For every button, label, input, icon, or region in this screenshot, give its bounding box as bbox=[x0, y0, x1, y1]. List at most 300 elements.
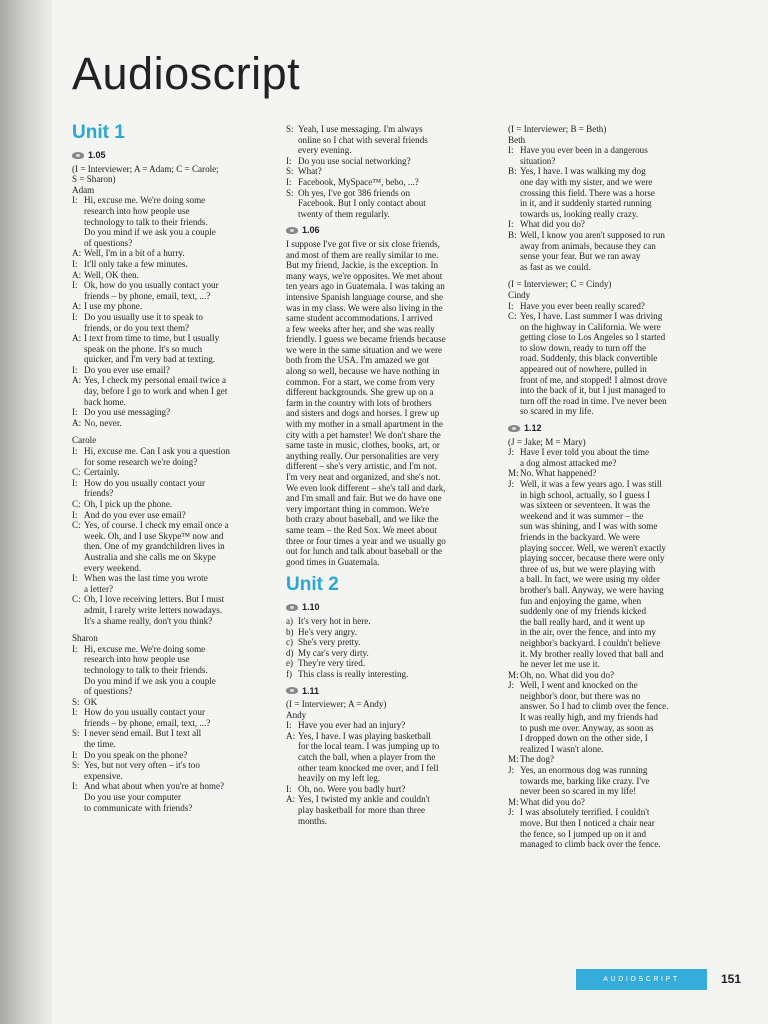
dialogue-text: Facebook. But I only contact about bbox=[298, 198, 426, 209]
dialogue-line bbox=[72, 697, 268, 708]
dialogue-line bbox=[72, 365, 268, 376]
dialogue-line bbox=[508, 807, 713, 818]
speaker-label: S: bbox=[286, 166, 294, 177]
speaker-label bbox=[508, 564, 518, 575]
dialogue-text: friends – by phone, email, text, ...? bbox=[84, 717, 211, 728]
dialogue-line bbox=[508, 627, 713, 638]
dialogue-text: the fence, so I jumped up on it and bbox=[520, 828, 647, 839]
dialogue-line bbox=[72, 728, 268, 739]
dialogue-line bbox=[72, 446, 268, 457]
dialogue-text: sense your fear. But we ran away bbox=[520, 251, 641, 262]
dialogue-line bbox=[72, 467, 268, 478]
dialogue-line bbox=[508, 617, 713, 628]
speaker-label: I: bbox=[286, 783, 292, 794]
dialogue-text: And do you ever use email? bbox=[84, 509, 186, 520]
text-line: different backgrounds. She grew up on a bbox=[286, 387, 434, 398]
dialogue-line bbox=[508, 500, 713, 511]
dialogue-text: so scared in my life. bbox=[520, 406, 594, 417]
text-line: But my friend, Jackie, is the exception. In bbox=[286, 260, 439, 271]
speaker-label: I: bbox=[72, 749, 78, 760]
dialogue-line bbox=[286, 794, 492, 805]
dialogue-line bbox=[508, 251, 713, 262]
dialogue-text: Oh, no. Were you badly hurt? bbox=[298, 783, 406, 794]
dialogue-text: admit, I rarely write letters nowadays. bbox=[84, 604, 223, 615]
dialogue-line bbox=[72, 520, 268, 531]
dialogue-text: back home. bbox=[84, 396, 126, 407]
dialogue-text: turn off the road in time. I've never been bbox=[520, 395, 667, 406]
speaker-label: J: bbox=[508, 447, 515, 458]
speaker-label: C: bbox=[72, 594, 81, 605]
speaker-label bbox=[508, 332, 518, 343]
speaker-label bbox=[508, 701, 518, 712]
text-line: three or four times a year and we usually go bbox=[286, 535, 446, 546]
dialogue-line bbox=[508, 829, 713, 840]
dialogue-line bbox=[286, 669, 492, 680]
dialogue-line bbox=[508, 574, 713, 585]
dialogue-text: Hi, excuse me. Can I ask you a question bbox=[84, 446, 230, 457]
dialogue-text: heavily on my left leg. bbox=[298, 773, 381, 784]
speaker-label bbox=[72, 563, 82, 574]
dialogue-line bbox=[508, 797, 713, 808]
dialogue-text: to push me over. Anyway, as soon as bbox=[520, 722, 654, 733]
dialogue-line bbox=[508, 375, 713, 386]
speaker-label bbox=[508, 156, 518, 167]
dialogue-line bbox=[72, 418, 268, 429]
dialogue-text: he never let me use it. bbox=[520, 659, 600, 670]
speaker-label: I: bbox=[72, 311, 78, 322]
dialogue-text: sun was shining, and I was with some bbox=[520, 521, 658, 532]
speaker-label bbox=[508, 396, 518, 407]
dialogue-text: crossing this field. There was a horse bbox=[520, 187, 655, 198]
audio-track-label bbox=[72, 150, 268, 161]
dialogue-text: I dropped down on the other side, I bbox=[520, 733, 648, 744]
dialogue-text: Do you use your computer bbox=[84, 792, 181, 803]
speaker-label: I: bbox=[72, 364, 78, 375]
dialogue-text: It's very hot in here. bbox=[298, 615, 371, 626]
dialogue-line bbox=[72, 594, 268, 605]
speaker-label: I: bbox=[508, 145, 514, 156]
speaker-label bbox=[508, 839, 518, 850]
dialogue-line bbox=[508, 156, 713, 167]
speaker-label bbox=[72, 323, 82, 334]
dialogue-text: I text from time to time, but I usually bbox=[84, 333, 220, 344]
dialogue-line bbox=[72, 354, 268, 365]
dialogue-text: week. Oh, and I use Skype™ now and bbox=[84, 530, 224, 541]
dialogue-text: Oh yes, I've got 386 friends on bbox=[298, 187, 411, 198]
page-number: 151 bbox=[721, 972, 742, 986]
dialogue-text: appeared out of nowhere, pulled in bbox=[520, 364, 647, 375]
speaker-label: C: bbox=[72, 467, 81, 478]
speaker-label bbox=[508, 251, 518, 262]
speaker-label bbox=[286, 805, 296, 816]
dialogue-text: a ball. In fact, we were using my older bbox=[520, 574, 660, 585]
text-line: very important thing in common. We're bbox=[286, 503, 430, 514]
speaker-label bbox=[72, 488, 82, 499]
paragraph-gap bbox=[286, 567, 492, 574]
dialogue-text: expensive. bbox=[84, 770, 123, 781]
audio-cd-icon bbox=[286, 227, 298, 234]
speaker-label: I: bbox=[286, 176, 292, 187]
dialogue-text: No, never. bbox=[84, 417, 122, 428]
dialogue-text: weekend and it was summer – the bbox=[520, 510, 644, 521]
dialogue-line bbox=[508, 322, 713, 333]
dialogue-text: Do you speak on the phone? bbox=[84, 749, 188, 760]
dialogue-line bbox=[508, 596, 713, 607]
dialogue-text: Have you ever been in a dangerous bbox=[520, 145, 648, 156]
dialogue-line bbox=[508, 311, 713, 322]
dialogue-line bbox=[72, 323, 268, 334]
text-column-3 bbox=[508, 124, 713, 850]
dialogue-line bbox=[508, 701, 713, 712]
dialogue-text: Yes, an enormous dog was running bbox=[520, 765, 648, 776]
speaker-label bbox=[508, 733, 518, 744]
dialogue-line bbox=[508, 230, 713, 241]
speaker-label bbox=[508, 585, 518, 596]
text-line: (I = Interviewer; A = Adam; C = Carole; bbox=[72, 163, 219, 174]
speaker-label bbox=[72, 676, 82, 687]
dialogue-line bbox=[508, 532, 713, 543]
dialogue-text: They're very tired. bbox=[298, 658, 366, 669]
dialogue-line bbox=[508, 691, 713, 702]
dialogue-text: play basketball for more than three bbox=[298, 805, 426, 816]
dialogue-text: Yes, I twisted my ankle and couldn't bbox=[298, 794, 430, 805]
dialogue-line bbox=[72, 217, 268, 228]
speaker-label bbox=[72, 605, 82, 616]
dialogue-text: front of me, and stopped! I almost drove bbox=[520, 374, 667, 385]
dialogue-line bbox=[508, 447, 713, 458]
speaker-label: M: bbox=[508, 468, 519, 479]
dialogue-text: Yes, I have. Last summer I was driving bbox=[520, 311, 663, 322]
dialogue-text: And what about when you're at home? bbox=[84, 781, 225, 792]
dialogue-line bbox=[508, 786, 713, 797]
speaker-label: M: bbox=[508, 754, 519, 765]
dialogue-text: online so I chat with several friends bbox=[298, 134, 428, 145]
dialogue-line bbox=[508, 301, 713, 312]
dialogue-text: was sixteen or seventeen. It was the bbox=[520, 500, 651, 511]
dialogue-line bbox=[508, 209, 713, 220]
dialogue-text: Oh, I love receiving letters. But I must bbox=[84, 594, 225, 605]
dialogue-line bbox=[508, 406, 713, 417]
speaker-label: A: bbox=[72, 375, 82, 386]
audio-cd-icon bbox=[286, 604, 298, 611]
speaker-label bbox=[508, 776, 518, 787]
dialogue-text: quicker, and I'm very bad at texting. bbox=[84, 354, 216, 365]
dialogue-text: friends, or do you text them? bbox=[84, 322, 190, 333]
dialogue-text: for the local team. I was jumping up to bbox=[298, 741, 440, 752]
text-line: ten years ago in Guatemala. I was taking an bbox=[286, 281, 445, 292]
dialogue-line bbox=[508, 649, 713, 660]
dialogue-line bbox=[286, 124, 492, 135]
speaker-label bbox=[72, 718, 82, 729]
speaker-label: I: bbox=[72, 195, 78, 206]
audio-track-label bbox=[286, 602, 492, 613]
text-line: Sharon bbox=[72, 633, 98, 644]
speaker-label: I: bbox=[72, 573, 78, 584]
dialogue-text: of questions? bbox=[84, 686, 133, 697]
dialogue-text: answer. So I had to climb over the fence. bbox=[520, 701, 669, 712]
dialogue-line bbox=[72, 616, 268, 627]
speaker-label bbox=[72, 541, 82, 552]
text-line: common. For a start, we come from very bbox=[286, 376, 435, 387]
dialogue-text: What did you do? bbox=[520, 796, 585, 807]
speaker-label bbox=[72, 654, 82, 665]
text-line: (I = Interviewer; C = Cindy) bbox=[508, 279, 612, 290]
dialogue-text: friends – by phone, email, text, ...? bbox=[84, 290, 211, 301]
speaker-label bbox=[508, 385, 518, 396]
dialogue-line bbox=[72, 386, 268, 397]
speaker-label bbox=[508, 659, 518, 670]
dialogue-text: managed to climb back over the fence. bbox=[520, 839, 661, 850]
speaker-label bbox=[286, 773, 296, 784]
dialogue-text: research into how people use bbox=[84, 205, 190, 216]
dialogue-line bbox=[286, 177, 492, 188]
speaker-label bbox=[72, 531, 82, 542]
speaker-label: I: bbox=[508, 300, 514, 311]
dialogue-text: playing soccer, because there were only bbox=[520, 553, 665, 564]
dialogue-text: a dog almost attacked me? bbox=[520, 457, 617, 468]
dialogue-line bbox=[72, 739, 268, 750]
text-column-1 bbox=[72, 122, 268, 813]
dialogue-text: then. One of my grandchildren lives in bbox=[84, 541, 225, 552]
text-line: was in my class. We were also living in the bbox=[286, 302, 443, 313]
dialogue-text: I was absolutely terrified. I couldn't bbox=[520, 807, 650, 818]
dialogue-line bbox=[72, 499, 268, 510]
speaker-label: B: bbox=[508, 166, 517, 177]
dialogue-line bbox=[508, 177, 713, 188]
speaker-label bbox=[72, 803, 82, 814]
dialogue-line bbox=[72, 665, 268, 676]
speaker-label: I: bbox=[72, 280, 78, 291]
speaker-label: J: bbox=[508, 680, 515, 691]
text-line: Cindy bbox=[508, 289, 531, 300]
dialogue-line bbox=[72, 478, 268, 489]
speaker-label: b) bbox=[286, 626, 294, 637]
dialogue-line bbox=[286, 135, 492, 146]
dialogue-text: technology to talk to their friends. bbox=[84, 664, 208, 675]
speaker-label bbox=[72, 344, 82, 355]
dialogue-line bbox=[508, 543, 713, 554]
dialogue-text: three of us, but we were playing with bbox=[520, 563, 656, 574]
text-line: same team – the Red Sox. We meet about bbox=[286, 524, 437, 535]
dialogue-line bbox=[286, 648, 492, 659]
dialogue-text: every evening. bbox=[298, 145, 352, 156]
dialogue-line bbox=[72, 584, 268, 595]
speaker-label bbox=[508, 543, 518, 554]
audio-track-label bbox=[508, 423, 713, 434]
dialogue-text: catch the ball, when a player from the bbox=[298, 752, 436, 763]
speaker-label bbox=[286, 741, 296, 752]
speaker-label: M: bbox=[508, 669, 519, 680]
dialogue-text: in the air, over the fence, and into my bbox=[520, 627, 656, 638]
text-line: and sisters and dogs and horses. I grew up bbox=[286, 408, 440, 419]
audio-cd-icon bbox=[508, 425, 520, 432]
speaker-label: S: bbox=[286, 124, 294, 134]
dialogue-text: to slow down, ready to turn off the bbox=[520, 342, 647, 353]
dialogue-text: Well, I know you aren't supposed to run bbox=[520, 229, 665, 240]
speaker-label bbox=[72, 792, 82, 803]
dialogue-text: technology to talk to their friends. bbox=[84, 216, 208, 227]
speaker-label: I: bbox=[72, 781, 78, 792]
dialogue-text: Have you ever had an injury? bbox=[298, 720, 406, 731]
dialogue-text: never been so scared in my life! bbox=[520, 786, 637, 797]
speaker-label bbox=[72, 227, 82, 238]
dialogue-text: Yes, I have. I was playing basketball bbox=[298, 730, 431, 741]
dialogue-line bbox=[286, 188, 492, 199]
dialogue-line bbox=[508, 385, 713, 396]
dialogue-line bbox=[508, 765, 713, 776]
dialogue-text: neighbor's door, but there was no bbox=[520, 690, 641, 701]
text-line: farm in the country with lots of brothers bbox=[286, 397, 432, 408]
speaker-label bbox=[72, 217, 82, 228]
speaker-label bbox=[508, 691, 518, 702]
dialogue-text: How do you usually contact your bbox=[84, 707, 205, 718]
text-line: Andy bbox=[286, 709, 307, 720]
speaker-label: A: bbox=[72, 301, 82, 312]
paragraph-gap bbox=[72, 626, 268, 633]
speaker-label: M: bbox=[508, 796, 519, 807]
dialogue-text: suddenly one of my friends kicked bbox=[520, 606, 647, 617]
speaker-label: I: bbox=[286, 155, 292, 166]
dialogue-line bbox=[72, 718, 268, 729]
text-line: different – she's very artistic, and I'm not. bbox=[286, 461, 437, 472]
track-number: 1.05 bbox=[88, 150, 106, 160]
speaker-label: a) bbox=[286, 615, 294, 626]
dialogue-line bbox=[286, 731, 492, 742]
speaker-label: A: bbox=[72, 248, 82, 259]
dialogue-line bbox=[72, 771, 268, 782]
dialogue-line bbox=[72, 644, 268, 655]
text-line: both from the USA. I'm amazed we got bbox=[286, 355, 430, 366]
dialogue-text: towards us, looking really crazy. bbox=[520, 208, 639, 219]
text-line: many ways, we're opposites. We met about bbox=[286, 270, 443, 281]
dialogue-line bbox=[72, 605, 268, 616]
dialogue-text: How do you usually contact your bbox=[84, 477, 205, 488]
dialogue-text: Do you usually use it to speak to bbox=[84, 311, 203, 322]
dialogue-text: Yeah, I use messaging. I'm always bbox=[298, 124, 423, 134]
dialogue-line bbox=[72, 397, 268, 408]
text-line: Carole bbox=[72, 435, 97, 446]
dialogue-line bbox=[286, 658, 492, 669]
dialogue-line bbox=[72, 676, 268, 687]
track-number: 1.06 bbox=[302, 225, 320, 236]
speaker-label bbox=[508, 744, 518, 755]
speaker-label: A: bbox=[72, 417, 82, 428]
dialogue-text: My car's very dirty. bbox=[298, 647, 369, 658]
page-title: Audioscript bbox=[72, 48, 301, 99]
speaker-label: f) bbox=[286, 668, 293, 679]
dialogue-line bbox=[286, 627, 492, 638]
dialogue-line bbox=[508, 606, 713, 617]
text-line: with my mother in a small apartment in the bbox=[286, 419, 444, 430]
dialogue-line bbox=[286, 773, 492, 784]
dialogue-text: Do you mind if we ask you a couple bbox=[84, 227, 216, 238]
dialogue-line bbox=[508, 670, 713, 681]
dialogue-text: It'll only take a few minutes. bbox=[84, 258, 188, 269]
audio-cd-icon bbox=[72, 152, 84, 159]
speaker-label bbox=[286, 763, 296, 774]
dialogue-line bbox=[508, 680, 713, 691]
speaker-label bbox=[508, 532, 518, 543]
text-line: anything really. Our personalities are very bbox=[286, 450, 439, 461]
dialogue-text: away from animals, because they can bbox=[520, 240, 656, 251]
text-line: city with a pet hamster! We don't share the bbox=[286, 429, 441, 440]
dialogue-text: Yes, I check my personal email twice a bbox=[84, 375, 227, 386]
dialogue-line bbox=[72, 291, 268, 302]
dialogue-text: in it, and it suddenly started running bbox=[520, 198, 652, 209]
speaker-label bbox=[286, 209, 296, 220]
dialogue-text: This class is really interesting. bbox=[298, 668, 409, 679]
dialogue-line bbox=[286, 741, 492, 752]
speaker-label: A: bbox=[286, 730, 296, 741]
dialogue-line bbox=[508, 458, 713, 469]
dialogue-text: What? bbox=[298, 166, 322, 177]
text-line: good times in Guatemala. bbox=[286, 556, 380, 567]
text-line: (J = Jake; M = Mary) bbox=[508, 436, 586, 447]
dialogue-text: Have you ever been really scared? bbox=[520, 300, 645, 311]
speaker-label: I: bbox=[72, 643, 78, 654]
speaker-label: J: bbox=[508, 765, 515, 776]
speaker-label bbox=[508, 553, 518, 564]
dialogue-line bbox=[72, 573, 268, 584]
dialogue-line bbox=[72, 301, 268, 312]
dialogue-line bbox=[508, 712, 713, 723]
dialogue-line bbox=[72, 488, 268, 499]
dialogue-text: Australia and she calls me on Skype bbox=[84, 551, 216, 562]
dialogue-text: on the highway in California. We were bbox=[520, 321, 661, 332]
text-column-2 bbox=[286, 124, 492, 826]
dialogue-text: The dog? bbox=[520, 754, 555, 765]
dialogue-line bbox=[508, 262, 713, 273]
text-line: S = Sharon) bbox=[72, 174, 116, 185]
dialogue-text: Well, OK then. bbox=[84, 269, 139, 280]
speaker-label bbox=[72, 238, 82, 249]
speaker-label: S: bbox=[72, 728, 80, 739]
dialogue-line bbox=[508, 818, 713, 829]
dialogue-line bbox=[508, 364, 713, 375]
speaker-label bbox=[72, 386, 82, 397]
dialogue-line bbox=[72, 781, 268, 792]
speaker-label bbox=[72, 739, 82, 750]
dialogue-line bbox=[72, 195, 268, 206]
speaker-label bbox=[508, 574, 518, 585]
dialogue-text: move. But then I noticed a chair near bbox=[520, 818, 655, 828]
dialogue-text: Yes, of course. I check my email once a bbox=[84, 520, 229, 531]
speaker-label bbox=[508, 521, 518, 532]
speaker-label bbox=[508, 198, 518, 209]
dialogue-text: Hi, excuse me. We're doing some bbox=[84, 195, 206, 206]
dialogue-line bbox=[508, 659, 713, 670]
speaker-label bbox=[508, 209, 518, 220]
dialogue-line bbox=[72, 563, 268, 574]
dialogue-line bbox=[508, 219, 713, 230]
dialogue-text: It's a shame really, don't you think? bbox=[84, 615, 213, 626]
speaker-label bbox=[508, 177, 518, 188]
dialogue-text: No. What happened? bbox=[520, 468, 597, 479]
speaker-label bbox=[508, 606, 518, 617]
dialogue-text: Do you use messaging? bbox=[84, 407, 171, 418]
dialogue-line bbox=[508, 479, 713, 490]
dialogue-line bbox=[72, 541, 268, 552]
dialogue-text: Ok, how do you usually contact your bbox=[84, 280, 219, 291]
dialogue-line bbox=[72, 280, 268, 291]
dialogue-line bbox=[508, 733, 713, 744]
dialogue-text: one day with my sister, and we were bbox=[520, 176, 653, 187]
dialogue-line bbox=[286, 805, 492, 816]
dialogue-line bbox=[508, 564, 713, 575]
dialogue-text: Well, it was a few years ago. I was still bbox=[520, 479, 662, 489]
dialogue-line bbox=[72, 707, 268, 718]
unit-heading: Unit 2 bbox=[286, 574, 339, 596]
